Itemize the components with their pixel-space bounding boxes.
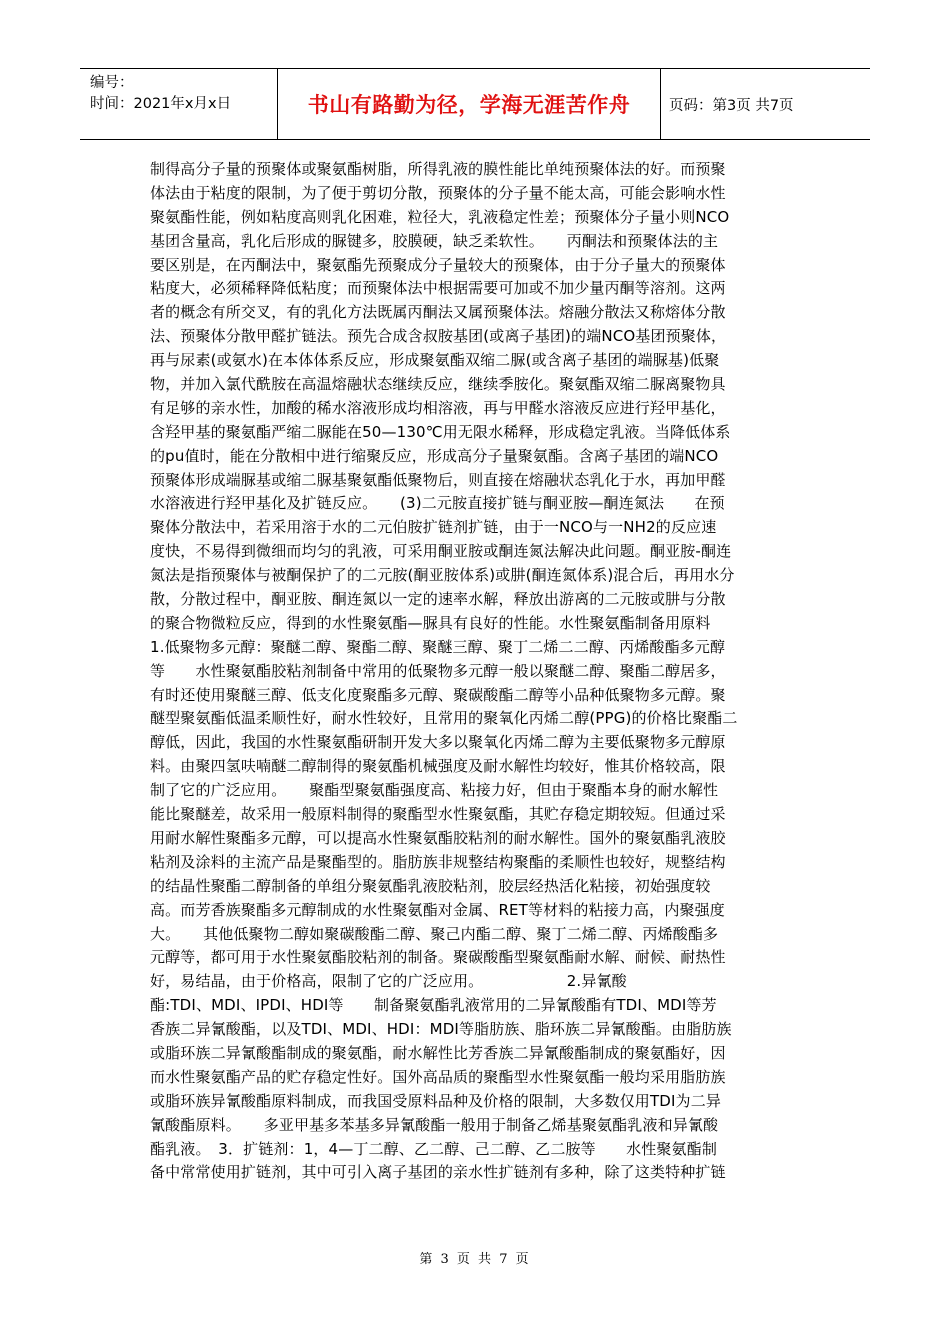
body-text-line: 制了它的广泛应用。 聚酯型聚氨酯强度高、粘接力好，但由于聚酯本身的耐水解性 bbox=[150, 781, 719, 800]
body-text-line: 有足够的亲水性，加酸的稀水溶液形成均相溶液，再与甲醛水溶液反应进行羟甲基化， bbox=[150, 398, 726, 417]
body-text-line: 再与尿素(或氨水)在本体体系反应，形成聚氨酯双缩二脲(或含离子基团的端脲基)低聚 bbox=[150, 351, 720, 370]
body-text-line: 而水性聚氨酯产品的贮存稳定性好。国外高品质的聚酯型水性聚氨酯一般均采用脂肪族 bbox=[150, 1067, 726, 1086]
body-text-line: 基团含量高，乳化后形成的脲键多，胶膜硬，缺乏柔软性。 丙酮法和预聚体法的主 bbox=[150, 231, 719, 250]
body-text-line: 香族二异氰酸酯，以及TDI、MDI、HDI：MDI等脂肪族、脂环族二异氰酸酯。由脂肪族 bbox=[150, 1020, 732, 1039]
body-text-line: 粘剂及涂料的主流产品是聚酯型的。脂肪族非规整结构聚酯的柔顺性也较好，规整结构 bbox=[150, 852, 726, 871]
body-text-line: 或脂环族二异氰酸酯制成的聚氨酯，耐水解性比芳香族二异氰酸酯制成的聚氨酯好，因 bbox=[150, 1043, 726, 1062]
header-meta-cell bbox=[80, 69, 278, 139]
body-text-line: 物，并加入氯代酰胺在高温熔融状态继续反应，继续季胺化。聚氨酯双缩二脲离聚物具 bbox=[150, 375, 726, 394]
page-header bbox=[80, 68, 870, 140]
header-motto: 书山有路勤为径，学海无涯苦作舟 bbox=[307, 93, 631, 117]
body-text-line: 高。而芳香族聚酯多元醇制成的水性聚氨酯对金属、RET等材料的粘接力高，内聚强度 bbox=[150, 900, 725, 919]
body-text-line: 氮法是指预聚体与被酮保护了的二元胺(酮亚胺体系)或肼(酮连氮体系)混合后，再用水分 bbox=[150, 566, 735, 585]
body-text-line: 用耐水解性聚酯多元醇，可以提高水性聚氨酯胶粘剂的耐水解性。国外的聚氨酯乳液胶 bbox=[150, 828, 726, 847]
body-text-line: 料。由聚四氢呋喃醚二醇制得的聚氨酯机械强度及耐水解性均较好，惟其价格较高，限 bbox=[150, 757, 726, 776]
body-text-line: 大。 其他低聚物二醇如聚碳酸酯二醇、聚己内酯二醇、聚丁二烯二醇、丙烯酸酯多 bbox=[150, 924, 719, 943]
header-motto-cell bbox=[278, 69, 661, 139]
body-text-line: 能比聚醚差，故采用一般原料制得的聚酯型水性聚氨酯，其贮存稳定期较短。但通过采 bbox=[150, 805, 726, 824]
body-text-line: 备中常常使用扩链剂，其中可引入离子基团的亲水性扩链剂有多种，除了这类特种扩链 bbox=[150, 1163, 726, 1182]
body-text-line: 有时还使用聚醚三醇、低支化度聚酯多元醇、聚碳酸酯二醇等小品种低聚物多元醇。聚 bbox=[150, 685, 726, 704]
header-page-number: 页码：第3页 共7页 bbox=[669, 97, 794, 114]
body-text-line: 的结晶性聚酯二醇制备的单组分聚氨酯乳液胶粘剂，胶层经热活化粘接，初始强度较 bbox=[150, 876, 711, 895]
body-text-line: 酯乳液。 3．扩链剂：1，4—丁二醇、乙二醇、己二醇、乙二胺等 水性聚氨酯制 bbox=[150, 1139, 717, 1158]
body-text-line: 水溶液进行羟甲基化及扩链反应。 (3)二元胺直接扩链与酮亚胺—酮连氮法 在预 bbox=[150, 494, 725, 513]
body-text-line: 聚氨酯性能，例如粘度高则乳化困难，粒径大，乳液稳定性差；预聚体分子量小则NCO bbox=[150, 207, 730, 226]
page-footer: 第 3 页 共 7 页 bbox=[419, 1252, 531, 1267]
body-text-line: 含羟甲基的聚氨酯严缩二脲能在50—130℃用无限水稀释，形成稳定乳液。当降低体系 bbox=[150, 422, 731, 441]
body-text-line: 好，易结晶，由于价格高，限制了它的广泛应用。 2.异氰酸 bbox=[150, 972, 627, 991]
body-text-line: 聚体分散法中，若采用溶于水的二元伯胺扩链剂扩链，由于一NCO与一NH2的反应速 bbox=[150, 518, 717, 537]
body-text-line: 体法由于粘度的限制，为了便于剪切分散，预聚体的分子量不能太高，可能会影响水性 bbox=[150, 183, 726, 202]
body-text-line: 等 水性聚氨酯胶粘剂制备中常用的低聚物多元醇一般以聚醚二醇、聚酯二醇居多， bbox=[150, 661, 726, 680]
body-text-line: 1.低聚物多元醇：聚醚二醇、聚酯二醇、聚醚三醇、聚丁二烯二二醇、丙烯酸酯多元醇 bbox=[150, 637, 726, 656]
body-text-line: 或脂环族异氰酸酯原料制成，而我国受原料品种及价格的限制，大多数仅用TDI为二异 bbox=[150, 1091, 721, 1110]
body-text-line: 者的概念有所交叉，有的乳化方法既属丙酮法又属预聚体法。熔融分散法又称熔体分散 bbox=[150, 303, 726, 322]
body-text-line: 的pu值时，能在分散相中进行缩聚反应，形成高分子量聚氨酯。含离子基团的端NCO bbox=[150, 446, 719, 465]
body-text-line: 酯:TDI、MDI、IPDI、HDI等 制备聚氨酯乳液常用的二异氰酸酯有TDI、MDI等芳 bbox=[150, 996, 717, 1015]
body-text-line: 法、预聚体分散甲醛扩链法。预先合成含叔胺基团(或离子基团)的端NCO基团预聚体， bbox=[150, 327, 727, 346]
body-text-line: 粘度大，必须稀释降低粘度；而预聚体法中根据需要可加或不加少量丙酮等溶剂。这两 bbox=[150, 279, 726, 298]
body-text-line: 预聚体形成端脲基或缩二脲基聚氨酯低聚物后，则直接在熔融状态乳化于水，再加甲醛 bbox=[150, 470, 726, 489]
body-text-line: 醚型聚氨酯低温柔顺性好，耐水性较好，且常用的聚氧化丙烯二醇(PPG)的价格比聚酯二 bbox=[150, 709, 738, 728]
body-text-line: 制得高分子量的预聚体或聚氨酯树脂，所得乳液的膜性能比单纯预聚体法的好。而预聚 bbox=[150, 160, 726, 178]
document-number-label: 编号： bbox=[90, 75, 134, 91]
body-text-line: 的聚合物微粒反应，得到的水性聚氨酯—脲具有良好的性能。水性聚氨酯制备用原料 bbox=[150, 613, 711, 632]
header-page-cell bbox=[661, 69, 870, 139]
body-text-line: 度快，不易得到微细而均匀的乳液，可采用酮亚胺或酮连氮法解决此问题。酮亚胺-酮连 bbox=[150, 542, 732, 561]
document-time-label: 时间：2021年x月x日 bbox=[90, 96, 232, 112]
document-body bbox=[150, 158, 802, 1185]
body-text-line: 散，分散过程中，酮亚胺、酮连氮以一定的速率水解，释放出游离的二元胺或肼与分散 bbox=[150, 590, 726, 609]
body-text-line: 氰酸酯原料。 多亚甲基多苯基多异氰酸酯一般用于制备乙烯基聚氨酯乳液和异氰酸 bbox=[150, 1115, 719, 1134]
body-text-line: 要区别是，在丙酮法中，聚氨酯先预聚成分子量较大的预聚体，由于分子量大的预聚体 bbox=[150, 255, 726, 274]
body-text-line: 元醇等，都可用于水性聚氨酯胶粘剂的制备。聚碳酸酯型聚氨酯耐水解、耐候、耐热性 bbox=[150, 948, 726, 967]
body-text-line: 醇低，因此，我国的水性聚氨酯研制开发大多以聚氧化丙烯二醇为主要低聚物多元醇原 bbox=[150, 733, 726, 752]
